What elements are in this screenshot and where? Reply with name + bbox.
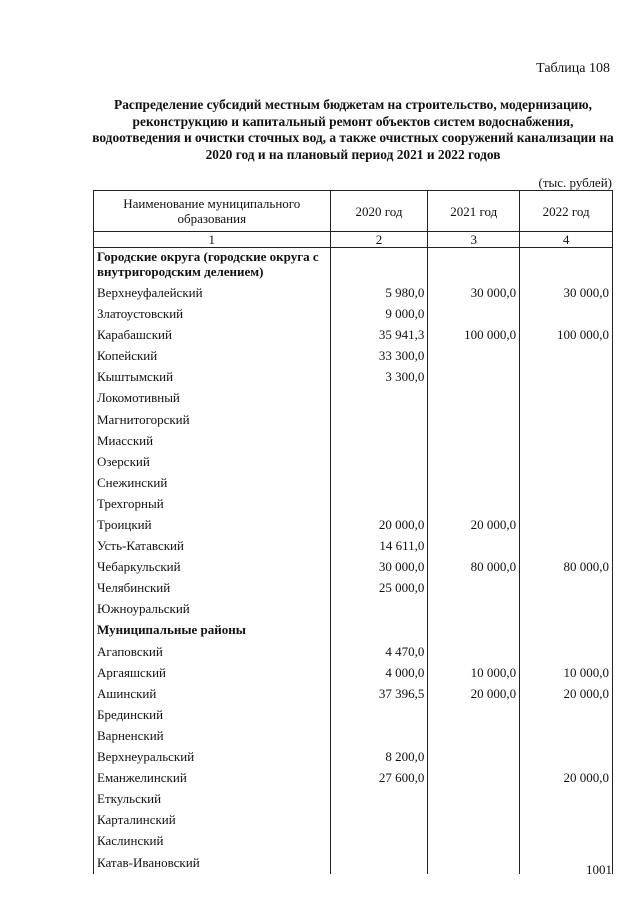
- value-2020: 3 300,0: [330, 367, 428, 388]
- value-2021: [428, 599, 520, 620]
- municipality-name: Аргаяшский: [94, 663, 331, 684]
- value-2021: [428, 473, 520, 494]
- value-2020: 4 470,0: [330, 642, 428, 663]
- value-2022: [520, 621, 613, 642]
- value-2022: [520, 747, 613, 768]
- municipality-name: Снежинский: [94, 473, 331, 494]
- value-2022: [520, 789, 613, 810]
- value-2022: 20 000,0: [520, 684, 613, 705]
- value-2021: 20 000,0: [428, 684, 520, 705]
- municipality-name: Златоустовский: [94, 304, 331, 325]
- value-2021: [428, 536, 520, 557]
- value-2022: 30 000,0: [520, 283, 613, 304]
- table-row: [94, 831, 613, 852]
- value-2020: [330, 431, 428, 452]
- municipality-name: Ашинский: [94, 684, 331, 705]
- table-row: [94, 853, 613, 874]
- value-2022: 80 000,0: [520, 557, 613, 578]
- value-2021: [428, 367, 520, 388]
- value-2022: [520, 726, 613, 747]
- column-number: 4: [520, 232, 613, 248]
- table-row: [94, 747, 613, 768]
- value-2022: 10 000,0: [520, 663, 613, 684]
- value-2022: [520, 431, 613, 452]
- value-2020: [330, 705, 428, 726]
- municipality-name: Троицкий: [94, 515, 331, 536]
- value-2021: 100 000,0: [428, 325, 520, 346]
- value-2020: 4 000,0: [330, 663, 428, 684]
- value-2021: [428, 346, 520, 367]
- table-header-row: [94, 191, 613, 232]
- value-2021: [428, 410, 520, 431]
- value-2020: [330, 494, 428, 515]
- value-2021: [428, 726, 520, 747]
- value-2020: [330, 410, 428, 431]
- value-2021: [428, 831, 520, 852]
- value-2022: [520, 705, 613, 726]
- value-2022: [520, 410, 613, 431]
- value-2020: [330, 452, 428, 473]
- value-2021: [428, 789, 520, 810]
- value-2020: 33 300,0: [330, 346, 428, 367]
- table-label: Таблица 108: [536, 61, 610, 76]
- table-row: [94, 599, 613, 620]
- value-2020: 25 000,0: [330, 578, 428, 599]
- value-2021: [428, 810, 520, 831]
- municipality-name: Озерский: [94, 452, 331, 473]
- table-group-row: [94, 248, 613, 284]
- value-2021: [428, 621, 520, 642]
- value-2020: 35 941,3: [330, 325, 428, 346]
- value-2021: 30 000,0: [428, 283, 520, 304]
- value-2021: [428, 642, 520, 663]
- value-2021: 80 000,0: [428, 557, 520, 578]
- value-2022: [520, 304, 613, 325]
- header-2020: 2020 год: [330, 191, 428, 232]
- value-2021: [428, 494, 520, 515]
- municipality-name: Катав-Ивановский: [94, 853, 331, 874]
- table-row: [94, 304, 613, 325]
- table-row: [94, 557, 613, 578]
- value-2020: [330, 789, 428, 810]
- value-2020: 14 611,0: [330, 536, 428, 557]
- value-2022: [520, 494, 613, 515]
- value-2020: [330, 473, 428, 494]
- value-2022: [520, 367, 613, 388]
- table-row: [94, 452, 613, 473]
- column-number: 3: [428, 232, 520, 248]
- value-2022: [520, 388, 613, 409]
- subsidy-table: [93, 190, 613, 874]
- value-2022: [520, 473, 613, 494]
- value-2020: [330, 621, 428, 642]
- value-2022: 100 000,0: [520, 325, 613, 346]
- value-2021: [428, 388, 520, 409]
- value-2020: [330, 248, 428, 284]
- value-2021: [428, 578, 520, 599]
- table-row: [94, 283, 613, 304]
- table-row: [94, 431, 613, 452]
- table-row: [94, 536, 613, 557]
- value-2020: [330, 853, 428, 874]
- page-number: 1001: [586, 862, 612, 877]
- value-2021: 20 000,0: [428, 515, 520, 536]
- municipality-name: Еманжелинский: [94, 768, 331, 789]
- units-note: (тыс. рублей): [538, 175, 612, 190]
- municipality-name: Карабашский: [94, 325, 331, 346]
- header-2021: 2021 год: [428, 191, 520, 232]
- table-row: [94, 705, 613, 726]
- value-2020: 5 980,0: [330, 283, 428, 304]
- municipality-name: Магнитогорский: [94, 410, 331, 431]
- table-row: [94, 578, 613, 599]
- municipality-name: Еткульский: [94, 789, 331, 810]
- table-row: [94, 642, 613, 663]
- table-row: [94, 388, 613, 409]
- municipality-name: Усть-Катавский: [94, 536, 331, 557]
- municipality-name: Варненский: [94, 726, 331, 747]
- value-2022: [520, 452, 613, 473]
- value-2020: [330, 726, 428, 747]
- value-2021: [428, 248, 520, 284]
- value-2021: [428, 768, 520, 789]
- value-2021: [428, 452, 520, 473]
- column-number-row: [94, 232, 613, 248]
- table-row: [94, 346, 613, 367]
- column-number: 2: [330, 232, 428, 248]
- value-2022: [520, 248, 613, 284]
- value-2021: [428, 431, 520, 452]
- value-2022: [520, 599, 613, 620]
- table-row: [94, 410, 613, 431]
- municipality-name: Миасский: [94, 431, 331, 452]
- value-2021: 10 000,0: [428, 663, 520, 684]
- value-2022: [520, 536, 613, 557]
- value-2020: [330, 810, 428, 831]
- value-2020: 8 200,0: [330, 747, 428, 768]
- value-2020: 30 000,0: [330, 557, 428, 578]
- municipality-name: Верхнеуральский: [94, 747, 331, 768]
- value-2022: [520, 810, 613, 831]
- value-2021: [428, 853, 520, 874]
- value-2021: [428, 705, 520, 726]
- value-2020: 9 000,0: [330, 304, 428, 325]
- table-row: [94, 768, 613, 789]
- table-row: [94, 473, 613, 494]
- value-2022: [520, 831, 613, 852]
- table-row: [94, 726, 613, 747]
- value-2021: [428, 304, 520, 325]
- municipality-name: Карталинский: [94, 810, 331, 831]
- table-row: [94, 684, 613, 705]
- value-2020: [330, 831, 428, 852]
- value-2022: [520, 578, 613, 599]
- table-row: [94, 663, 613, 684]
- table-row: [94, 515, 613, 536]
- column-number: 1: [94, 232, 331, 248]
- table-row: [94, 494, 613, 515]
- municipality-name: Челябинский: [94, 578, 331, 599]
- municipality-name: Верхнеуфалейский: [94, 283, 331, 304]
- municipality-name: Копейский: [94, 346, 331, 367]
- municipality-name: Локомотивный: [94, 388, 331, 409]
- value-2020: [330, 388, 428, 409]
- table-row: [94, 810, 613, 831]
- municipality-name: Чебаркульский: [94, 557, 331, 578]
- municipality-name: Муниципальные районы: [94, 621, 331, 642]
- value-2022: [520, 346, 613, 367]
- table-group-row: [94, 621, 613, 642]
- header-municipality: Наименование муниципального образования: [94, 191, 331, 232]
- table-body: [94, 248, 613, 874]
- municipality-name: Трехгорный: [94, 494, 331, 515]
- municipality-name: Каслинский: [94, 831, 331, 852]
- municipality-name: Кыштымский: [94, 367, 331, 388]
- municipality-name: Городские округа (городские округа с внутригородским делением): [94, 248, 331, 284]
- value-2022: [520, 515, 613, 536]
- header-2022: 2022 год: [520, 191, 613, 232]
- municipality-name: Брединский: [94, 705, 331, 726]
- value-2021: [428, 747, 520, 768]
- value-2020: [330, 599, 428, 620]
- value-2022: 20 000,0: [520, 768, 613, 789]
- table-row: [94, 367, 613, 388]
- document-title: Распределение субсидий местным бюджетам на строительство, модернизацию, реконструкцию и капитальный ремонт объектов систем водоснабжения, водоотведения и очистки сточных вод, а также очистных сооружений канализации на 2020 год и на плановый период 2021 и 2022 годов: [92, 97, 614, 162]
- table-row: [94, 789, 613, 810]
- table-row: [94, 325, 613, 346]
- value-2022: [520, 642, 613, 663]
- municipality-name: Южноуральский: [94, 599, 331, 620]
- value-2020: 20 000,0: [330, 515, 428, 536]
- value-2020: 37 396,5: [330, 684, 428, 705]
- value-2020: 27 600,0: [330, 768, 428, 789]
- municipality-name: Агаповский: [94, 642, 331, 663]
